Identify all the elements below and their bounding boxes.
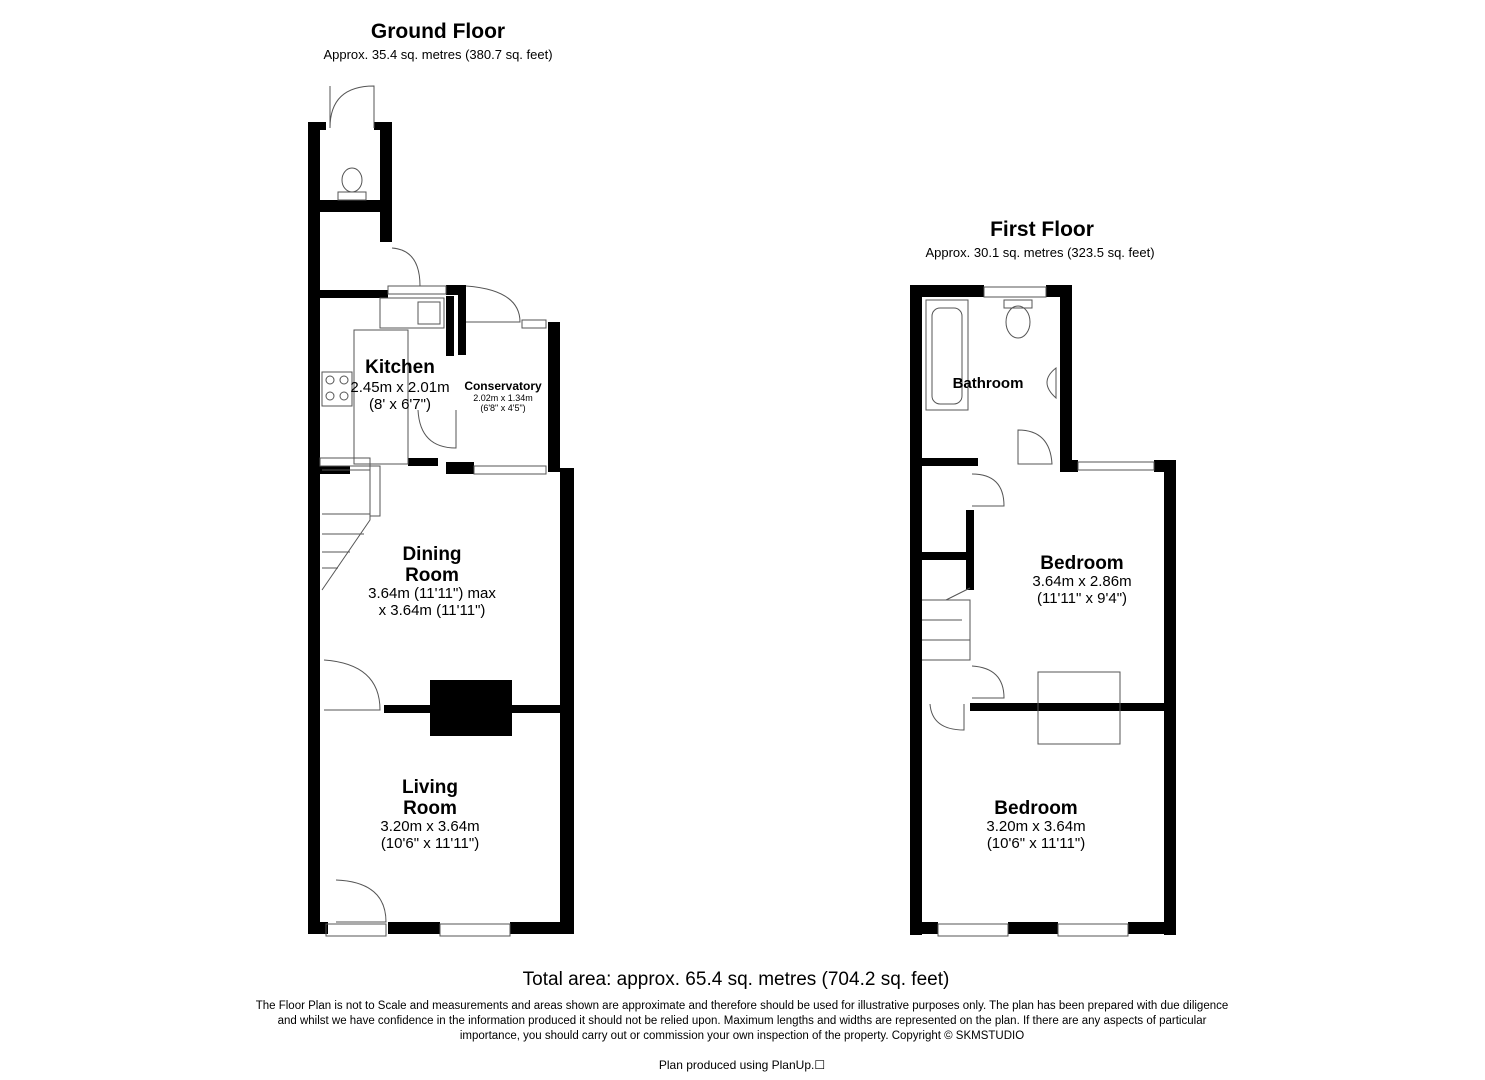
first-stairs bbox=[922, 588, 970, 660]
conservatory-label: Conservatory bbox=[464, 379, 542, 393]
plan-credit: Plan produced using PlanUp.☐ bbox=[658, 1058, 826, 1072]
ground-floor-area: Approx. 35.4 sq. metres (380.7 sq. feet) bbox=[323, 47, 553, 62]
conservatory-dim-imperial: (6'8" x 4'5") bbox=[480, 403, 526, 413]
ground-floor-title: Ground Floor bbox=[370, 20, 506, 43]
basin bbox=[1047, 368, 1056, 398]
dining-room-label-1: Dining bbox=[402, 544, 462, 565]
bedroom-rear-label: Bedroom bbox=[1040, 553, 1124, 574]
bathroom-label: Bathroom bbox=[952, 375, 1024, 392]
first-floor-title: First Floor bbox=[990, 218, 1094, 241]
wc-toilet bbox=[342, 168, 362, 192]
living-room-dim-2: (10'6" x 11'11") bbox=[380, 835, 480, 852]
dining-room-dim-1: 3.64m (11'11") max bbox=[368, 585, 496, 602]
living-room-dim-1: 3.20m x 3.64m bbox=[380, 818, 480, 835]
total-area: Total area: approx. 65.4 sq. metres (704.2 sq. feet) bbox=[522, 969, 950, 990]
dining-room-dim-2: x 3.64m (11'11") bbox=[378, 602, 486, 619]
kitchen-dim-imperial: (8' x 6'7") bbox=[369, 396, 431, 413]
wc-left-wall bbox=[308, 122, 320, 934]
ground-stairs bbox=[322, 470, 370, 590]
kitchen-label: Kitchen bbox=[365, 357, 435, 378]
bedroom-rear-dim-1: 3.64m x 2.86m bbox=[1032, 573, 1132, 590]
bedroom-rear-dim-2: (11'11" x 9'4") bbox=[1036, 590, 1128, 607]
living-room-label-1: Living bbox=[402, 777, 458, 798]
bedroom-front-label: Bedroom bbox=[994, 798, 1078, 819]
living-room-label-2: Room bbox=[403, 798, 457, 819]
bedroom-front-dim-1: 3.20m x 3.64m bbox=[986, 818, 1086, 835]
kitchen-dim-metric: 2.45m x 2.01m bbox=[350, 379, 450, 396]
bedroom-front-dim-2: (10'6" x 11'11") bbox=[986, 835, 1086, 852]
dining-room-label-2: Room bbox=[405, 565, 459, 586]
conservatory-dim-metric: 2.02m x 1.34m bbox=[473, 393, 533, 403]
first-floor-area: Approx. 30.1 sq. metres (323.5 sq. feet) bbox=[925, 245, 1155, 260]
bathroom-toilet bbox=[1006, 306, 1030, 338]
chimney-breast bbox=[430, 680, 512, 736]
disclaimer: The Floor Plan is not to Scale and measurements and areas shown are approximate and therefore should be used for illustrative purposes only. The plan has been prepared with due diligence and whilst we have confidence in the information produced it should not be relied upon. Maximum lengths and widths are represented on the plan. If there are any aspects of particular importance, you should carry out or commission your own inspection of the property. Copyright © SKMSTUDIO bbox=[255, 1000, 1229, 1042]
